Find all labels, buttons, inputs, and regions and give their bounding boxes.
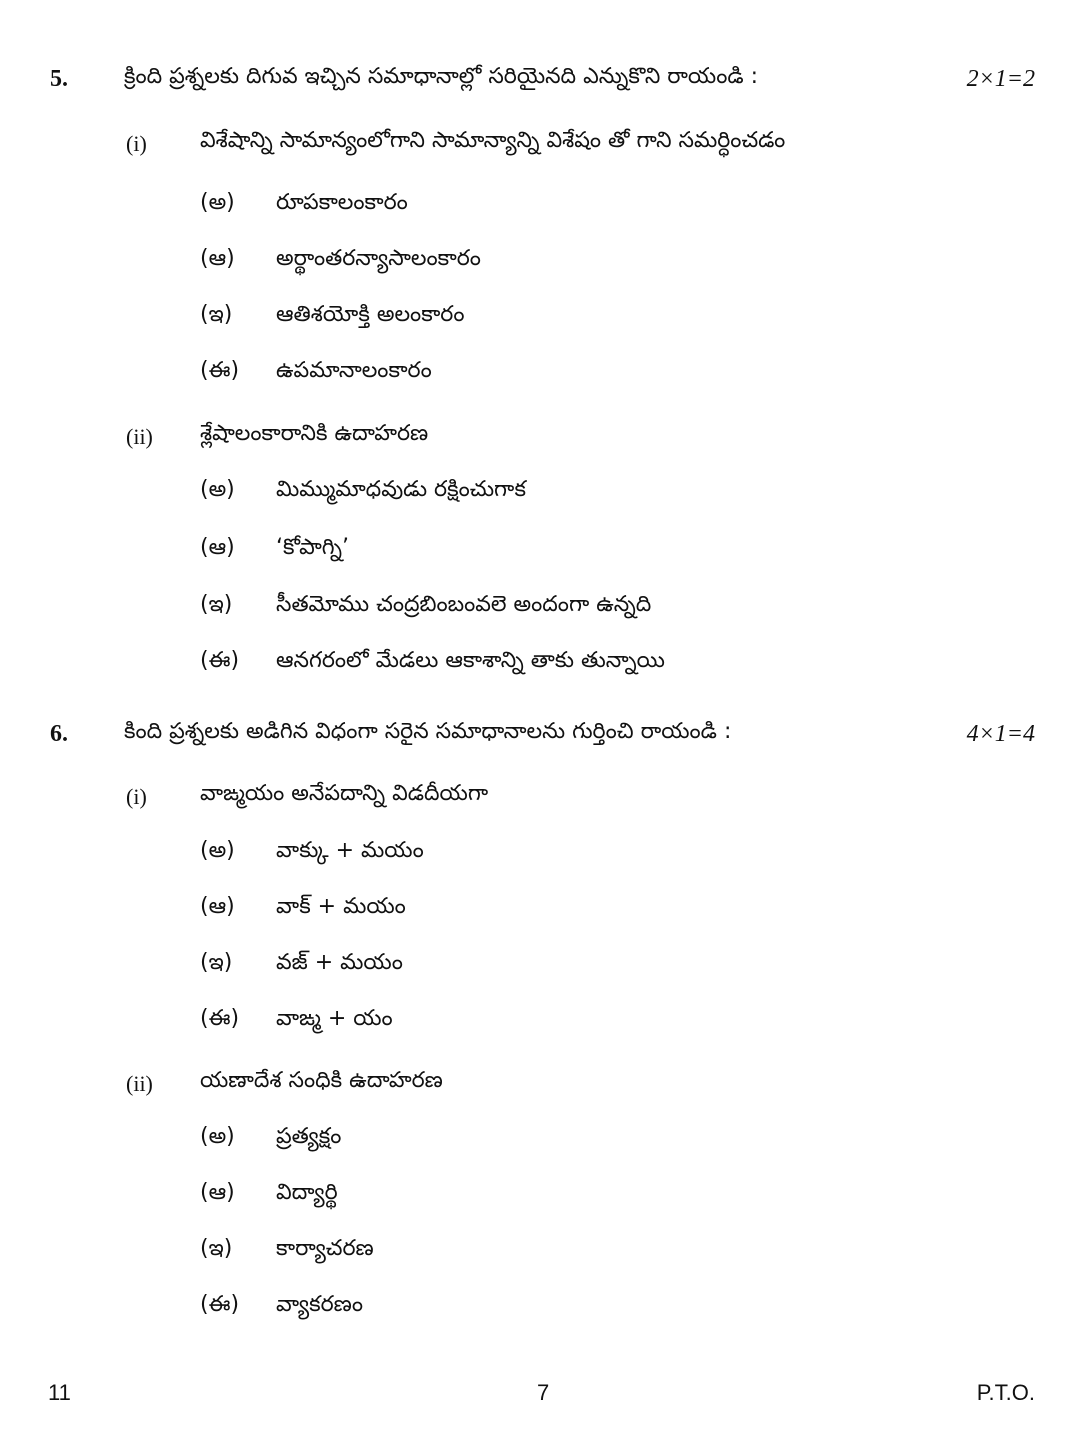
option-text: అర్థాంతరన్యాసాలంకారం xyxy=(276,246,481,271)
question-6-sub-i-text: వాఙ్మయం అనేపదాన్ని విడదీయగా xyxy=(200,781,489,806)
please-turn-over: P.T.O. xyxy=(976,1380,1035,1405)
option-label: (ఆ) xyxy=(200,535,235,560)
option-label: (ఇ) xyxy=(200,950,233,975)
question-5-sub-i-text: విశేషాన్ని సామాన్యంలోగాని సామాన్యాన్ని విశేషం తో గాని సమర్ధించడం xyxy=(200,128,786,153)
question-5-sub-ii-label: (ii) xyxy=(126,424,153,449)
option-label: (ఆ) xyxy=(200,246,235,271)
option-label: (ఈ) xyxy=(200,358,240,383)
option-text: వజ్ + మయం xyxy=(276,950,403,975)
option-text: వ్యాకరణం xyxy=(276,1292,363,1317)
question-6-sub-i-label: (i) xyxy=(126,784,147,809)
page-number: 7 xyxy=(537,1380,550,1405)
option-label: (ఇ) xyxy=(200,592,233,617)
option-text: సీతమోము చంద్రబింబంవలె అందంగా ఉన్నది xyxy=(276,592,652,617)
option-label: (అ) xyxy=(200,838,235,863)
question-5-number: 5. xyxy=(50,66,68,92)
option-text: ప్రత్యక్షం xyxy=(276,1124,342,1149)
question-6-sub-ii-label: (ii) xyxy=(126,1071,153,1096)
option-text: వాక్ + మయం xyxy=(276,894,406,919)
option-label: (ఈ) xyxy=(200,648,240,673)
option-label: (ఈ) xyxy=(200,1292,240,1317)
option-text: మిమ్ముమాధవుడు రక్షించుగాక xyxy=(276,477,526,502)
option-label: (ఇ) xyxy=(200,1236,233,1261)
option-label: (ఈ) xyxy=(200,1006,240,1031)
option-label: (అ) xyxy=(200,1124,235,1149)
option-text: కార్యాచరణ xyxy=(276,1236,374,1261)
question-5-instruction: క్రింది ప్రశ్నలకు దిగువ ఇచ్చిన సమాధానాల్లో సరియైనది ఎన్నుకొని రాయండి : xyxy=(124,64,759,89)
question-6-number: 6. xyxy=(50,721,68,747)
option-text: వాక్కు + మయం xyxy=(276,838,424,863)
question-5-marks: 2×1=2 xyxy=(966,66,1035,92)
option-label: (ఇ) xyxy=(200,302,233,327)
question-5-sub-ii-text: శ్లేషాలంకారానికి ఉదాహరణ xyxy=(200,421,429,446)
question-6-marks: 4×1=4 xyxy=(966,721,1035,747)
question-5-sub-i-label: (i) xyxy=(126,131,147,156)
option-label: (అ) xyxy=(200,190,235,215)
option-label: (అ) xyxy=(200,477,235,502)
option-text: వాఙ్మ + యం xyxy=(276,1006,393,1031)
question-6-sub-ii-text: యణాదేశ సంధికి ఉదాహరణ xyxy=(200,1068,443,1093)
option-text: ఉపమానాలంకారం xyxy=(276,358,432,383)
option-text: విద్యార్థి xyxy=(276,1180,338,1205)
option-text: ‘కోపాగ్ని’ xyxy=(276,535,350,560)
option-text: రూపకాలంకారం xyxy=(276,190,408,215)
option-label: (ఆ) xyxy=(200,894,235,919)
option-label: (ఆ) xyxy=(200,1180,235,1205)
footer-code: 11 xyxy=(48,1380,71,1405)
option-text: ఆతిశయోక్తి అలంకారం xyxy=(276,302,465,327)
question-6-instruction: కింది ప్రశ్నలకు అడిగిన విధంగా సరైన సమాధానాలను గుర్తించి రాయండి : xyxy=(124,719,732,744)
option-text: ఆనగరంలో మేడలు ఆకాశాన్ని తాకు తున్నాయి xyxy=(276,648,665,673)
